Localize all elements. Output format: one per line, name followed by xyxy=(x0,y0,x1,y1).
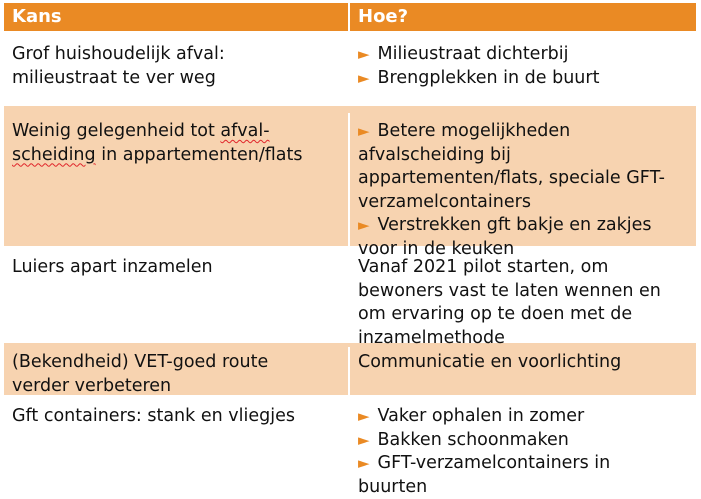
kans-cell: Luiers apart inzamelen xyxy=(4,252,350,341)
list-item-continuation: verzamelcontainers xyxy=(358,191,688,215)
list-item: ► GFT-verzamelcontainers in xyxy=(358,452,688,476)
list-item: ► Brengplekken in de buurt xyxy=(358,67,688,91)
hoe-line: bewoners vast te laten wennen en xyxy=(358,280,688,304)
arrow-bullet-icon: ► xyxy=(358,122,370,140)
kans-cell xyxy=(4,113,350,246)
list-item-continuation: appartementen/flats, speciale GFT- xyxy=(358,167,688,191)
spellcheck-word: afval- xyxy=(220,121,269,141)
arrow-bullet-icon: ► xyxy=(358,431,370,449)
kans-cell: Gft containers: stank en vliegjes xyxy=(4,401,350,484)
table-header-row xyxy=(4,3,696,33)
list-item-continuation: afvalscheiding bij xyxy=(358,144,688,168)
table-row xyxy=(4,397,696,486)
kans-line: Weinig gelegenheid tot afval- xyxy=(12,120,340,144)
arrow-bullet-icon: ► xyxy=(358,454,370,472)
table-row xyxy=(4,343,696,397)
hoe-cell xyxy=(350,113,696,246)
arrow-bullet-icon: ► xyxy=(358,69,370,87)
hoe-line: Vanaf 2021 pilot starten, om xyxy=(358,256,688,280)
list-item: ► Betere mogelijkheden xyxy=(358,120,688,144)
kans-line: verder verbeteren xyxy=(12,375,340,399)
spellcheck-word: scheiding xyxy=(12,145,96,165)
kans-line: milieustraat te ver weg xyxy=(12,67,340,91)
kans-cell xyxy=(4,347,350,395)
list-item: ► Milieustraat dichterbij xyxy=(358,43,688,67)
table-row xyxy=(4,33,696,106)
list-item: ► Vaker ophalen in zomer xyxy=(358,405,688,429)
kans-line: scheiding in appartementen/flats xyxy=(12,144,340,168)
hoe-line: inzamelmethode xyxy=(358,327,688,351)
header-kans: Kans xyxy=(4,3,350,31)
kans-hoe-table xyxy=(4,3,696,486)
kans-cell xyxy=(4,38,350,104)
arrow-bullet-icon: ► xyxy=(358,216,370,234)
list-item-continuation: buurten xyxy=(358,476,688,499)
table-row xyxy=(4,248,696,343)
kans-line: (Bekendheid) VET-goed route xyxy=(12,351,340,375)
list-item: ► Verstrekken gft bakje en zakjes xyxy=(358,214,688,238)
hoe-cell xyxy=(350,401,696,484)
hoe-cell xyxy=(350,38,696,104)
header-hoe: Hoe? xyxy=(350,3,696,31)
hoe-line: om ervaring op te doen met de xyxy=(358,303,688,327)
list-item: ► Bakken schoonmaken xyxy=(358,429,688,453)
table-row xyxy=(4,106,696,248)
arrow-bullet-icon: ► xyxy=(358,45,370,63)
arrow-bullet-icon: ► xyxy=(358,407,370,425)
list-item-continuation: voor in de keuken xyxy=(358,238,688,262)
hoe-cell: Communicatie en voorlichting xyxy=(350,347,696,395)
hoe-cell xyxy=(350,252,696,341)
kans-line: Grof huishoudelijk afval: xyxy=(12,43,340,67)
